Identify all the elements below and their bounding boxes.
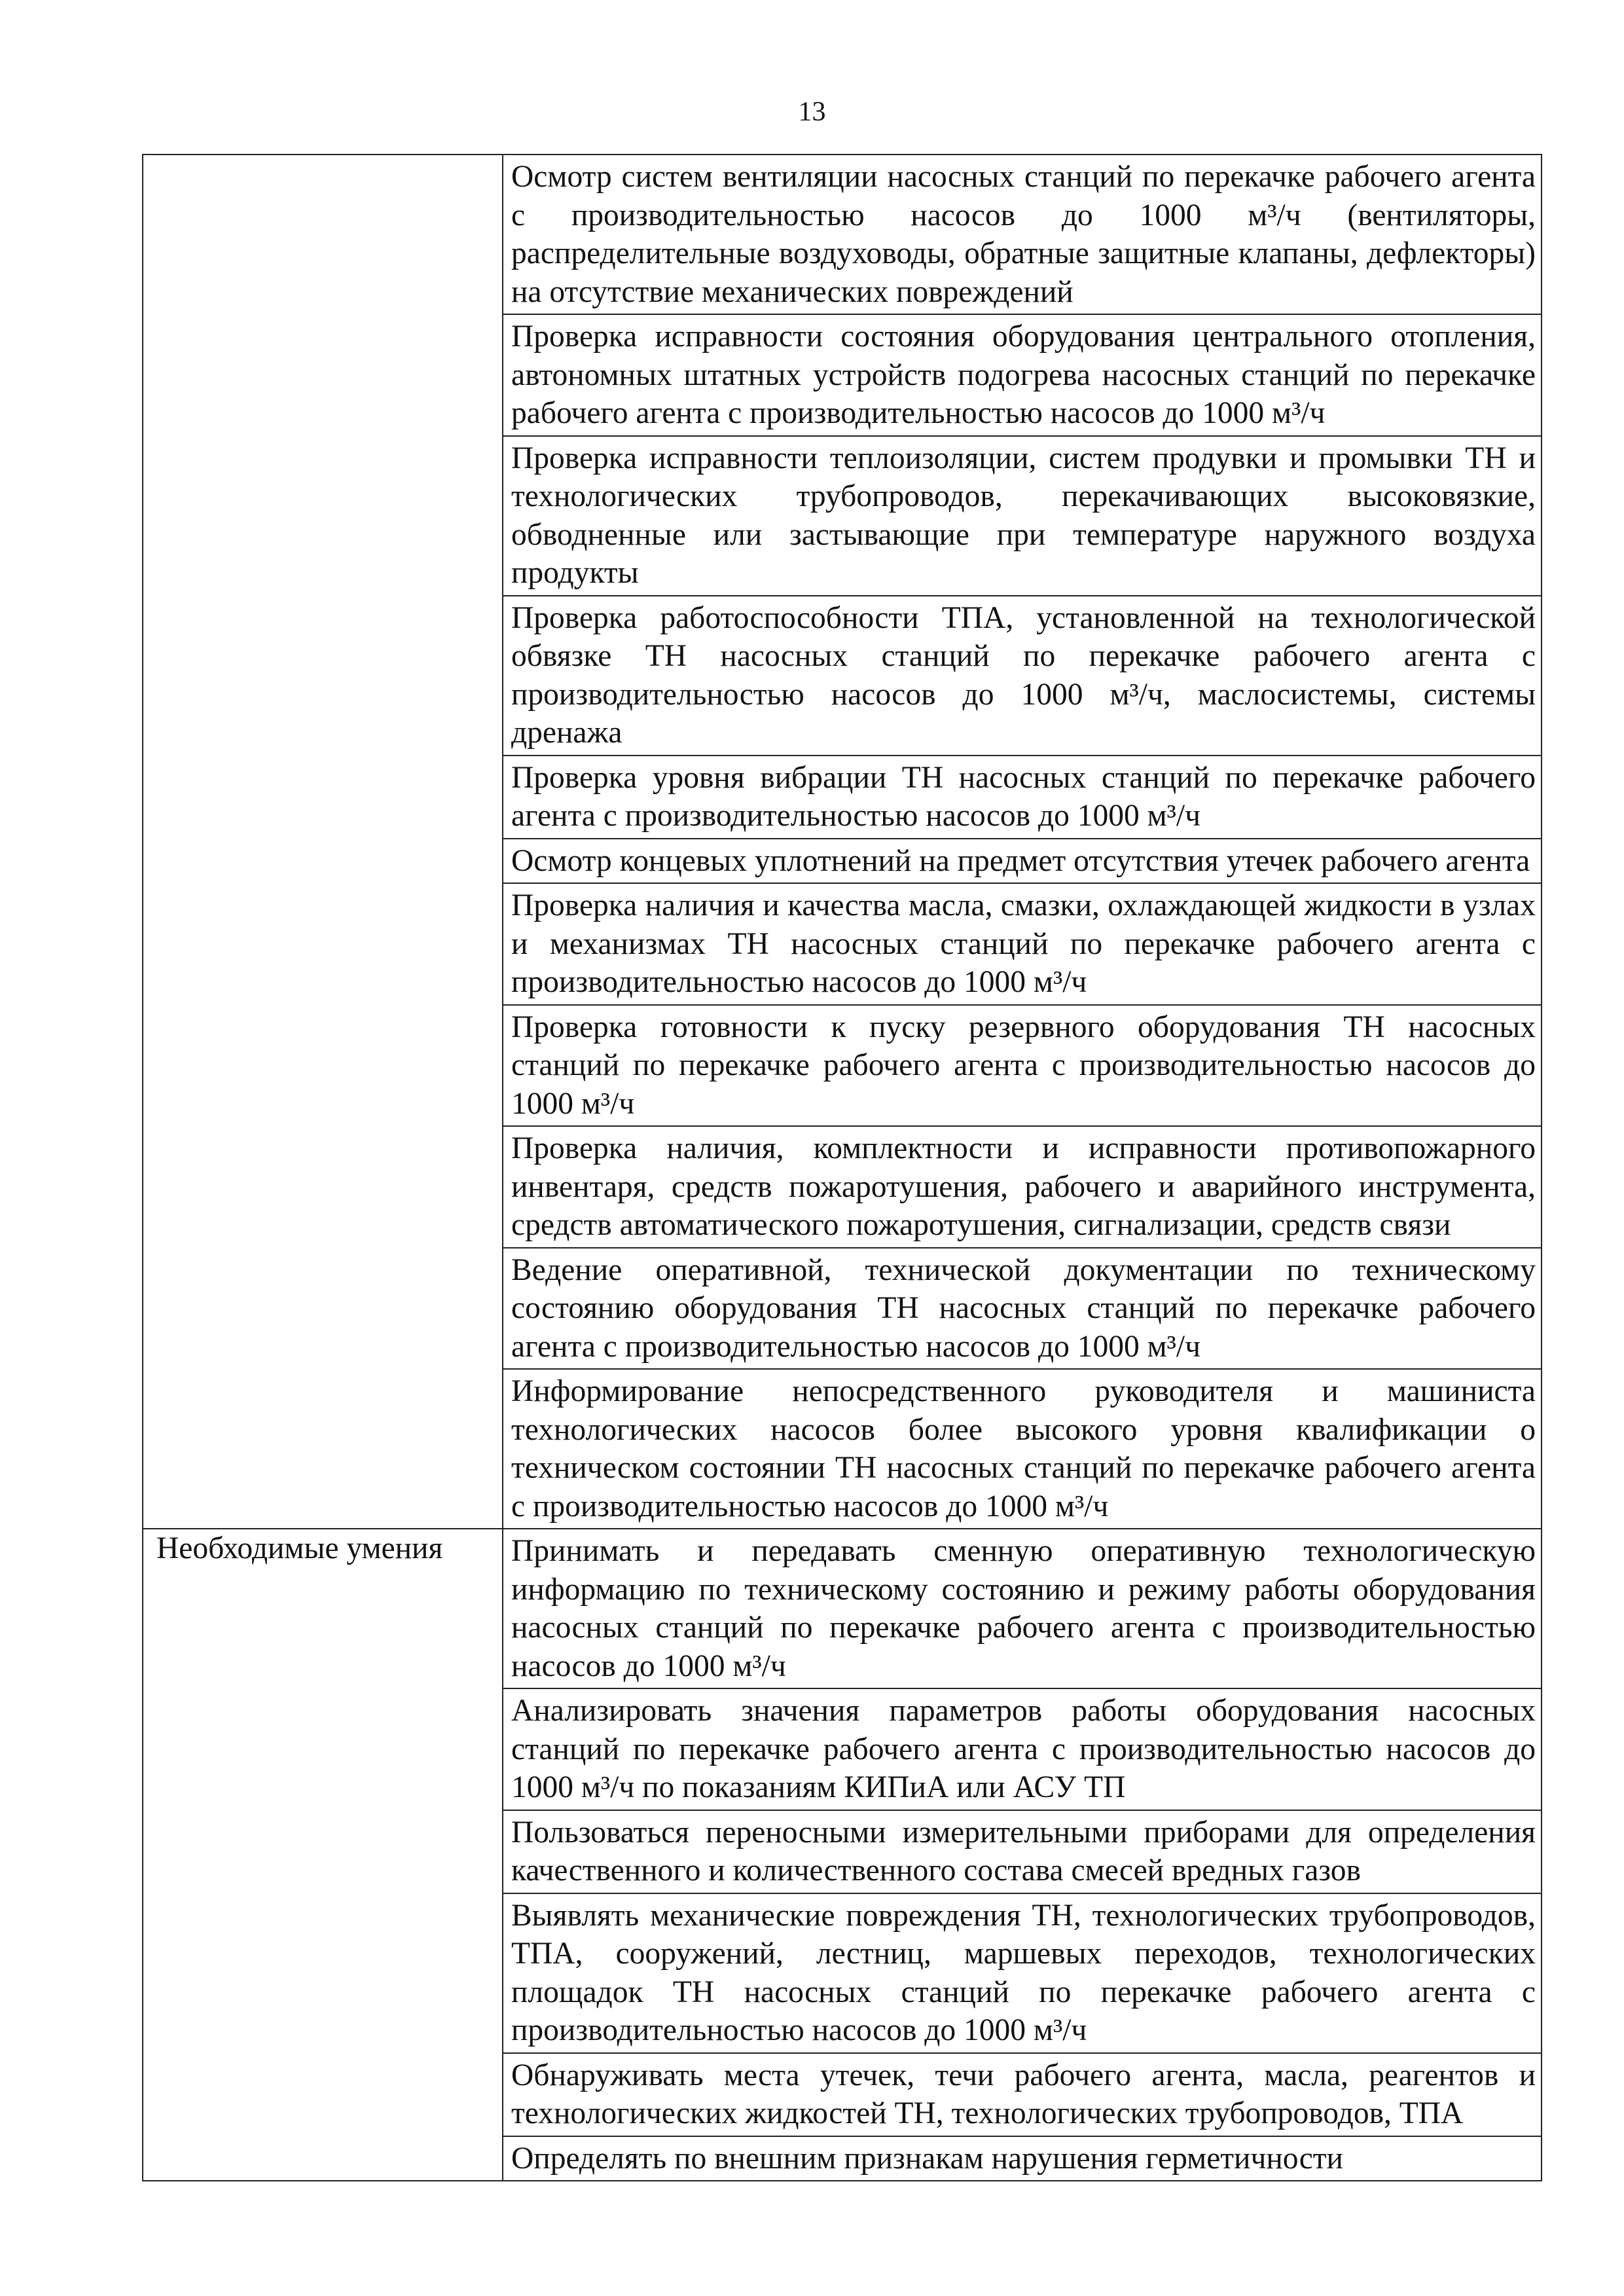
table-cell: Выявлять механические повреждения ТН, технологических трубопроводов, ТПА, сооружений, лестниц, маршевых переходов, технологических площадок ТН насосных станций по перекачке рабочего агента с производительностью насосов до 1000 м³/ч — [503, 1893, 1542, 2053]
table-cell: Осмотр систем вентиляции насосных станций по перекачке рабочего агента с производительностью насосов до 1000 м³/ч (вентиляторы, распределительные воздуховоды, обратные защитные клапаны, дефлекторы) на отсутствие механических повреждений — [503, 155, 1542, 314]
table-cell: Проверка исправности теплоизоляции, систем продувки и промывки ТН и технологических трубопроводов, перекачивающих высоковязкие, обводненные или застывающие при температуре наружного воздуха продукты — [503, 436, 1542, 596]
table-cell: Ведение оперативной, технической документации по техническому состоянию оборудования ТН насосных станций по перекачке рабочего агента с производительностью насосов до 1000 м³/ч — [503, 1248, 1542, 1370]
group-label-cell-skills — [143, 1529, 503, 2181]
table-cell: Определять по внешним признакам нарушения герметичности — [503, 2136, 1542, 2181]
table-cell: Проверка уровня вибрации ТН насосных станций по перекачке рабочего агента с производительностью насосов до 1000 м³/ч — [503, 756, 1542, 839]
table-cell: Проверка работоспособности ТПА, установленной на технологической обвязке ТН насосных станций по перекачке рабочего агента с производительностью насосов до 1000 м³/ч, маслосистемы, системы дренажа — [503, 596, 1542, 756]
table-row — [143, 1529, 1542, 1688]
table-row — [143, 155, 1542, 314]
table-cell: Проверка наличия и качества масла, смазки, охлаждающей жидкости в узлах и механизмах ТН насосных станций по перекачке рабочего агента с производительностью насосов до 1000 м³/ч — [503, 883, 1542, 1005]
table-cell: Проверка готовности к пуску резервного оборудования ТН насосных станций по перекачке рабочего агента с производительностью насосов до 1000 м³/ч — [503, 1005, 1542, 1127]
table-cell: Принимать и передавать сменную оперативную технологическую информацию по техническому состоянию и режиму работы оборудования насосных станций по перекачке рабочего агента с производительностью насосов до 1000 м³/ч — [503, 1529, 1542, 1688]
table-cell: Осмотр концевых уплотнений на предмет отсутствия утечек рабочего агента — [503, 839, 1542, 884]
table-cell: Пользоваться переносными измерительными приборами для определения качественного и количественного состава смесей вредных газов — [503, 1810, 1542, 1893]
table-cell: Проверка наличия, комплектности и исправности противопожарного инвентаря, средств пожаротушения, рабочего и аварийного инструмента, средств автоматического пожаротушения, сигнализации, средств связи — [503, 1126, 1542, 1248]
table-cell: Информирование непосредственного руководителя и машиниста технологических насосов более высокого уровня квалификации о техническом состоянии ТН насосных станций по перекачке рабочего агента с производительностью насосов до 1000 м³/ч — [503, 1369, 1542, 1529]
page-number: 13 — [798, 97, 826, 127]
group-label-cell-empty — [143, 155, 503, 1529]
table-cell: Проверка исправности состояния оборудования центрального отопления, автономных штатных устройств подогрева насосных станций по перекачке рабочего агента с производительностью насосов до 1000 м³/ч — [503, 314, 1542, 436]
group-label: Необходимые умения — [156, 1531, 443, 1565]
table-cell: Обнаруживать места утечек, течи рабочего агента, масла, реагентов и технологических жидкостей ТН, технологических трубопроводов, ТПА — [503, 2053, 1542, 2136]
labor-functions-table — [142, 154, 1542, 2181]
table-cell: Анализировать значения параметров работы оборудования насосных станций по перекачке рабочего агента с производительностью насосов до 1000 м³/ч по показаниям КИПиА или АСУ ТП — [503, 1688, 1542, 1810]
